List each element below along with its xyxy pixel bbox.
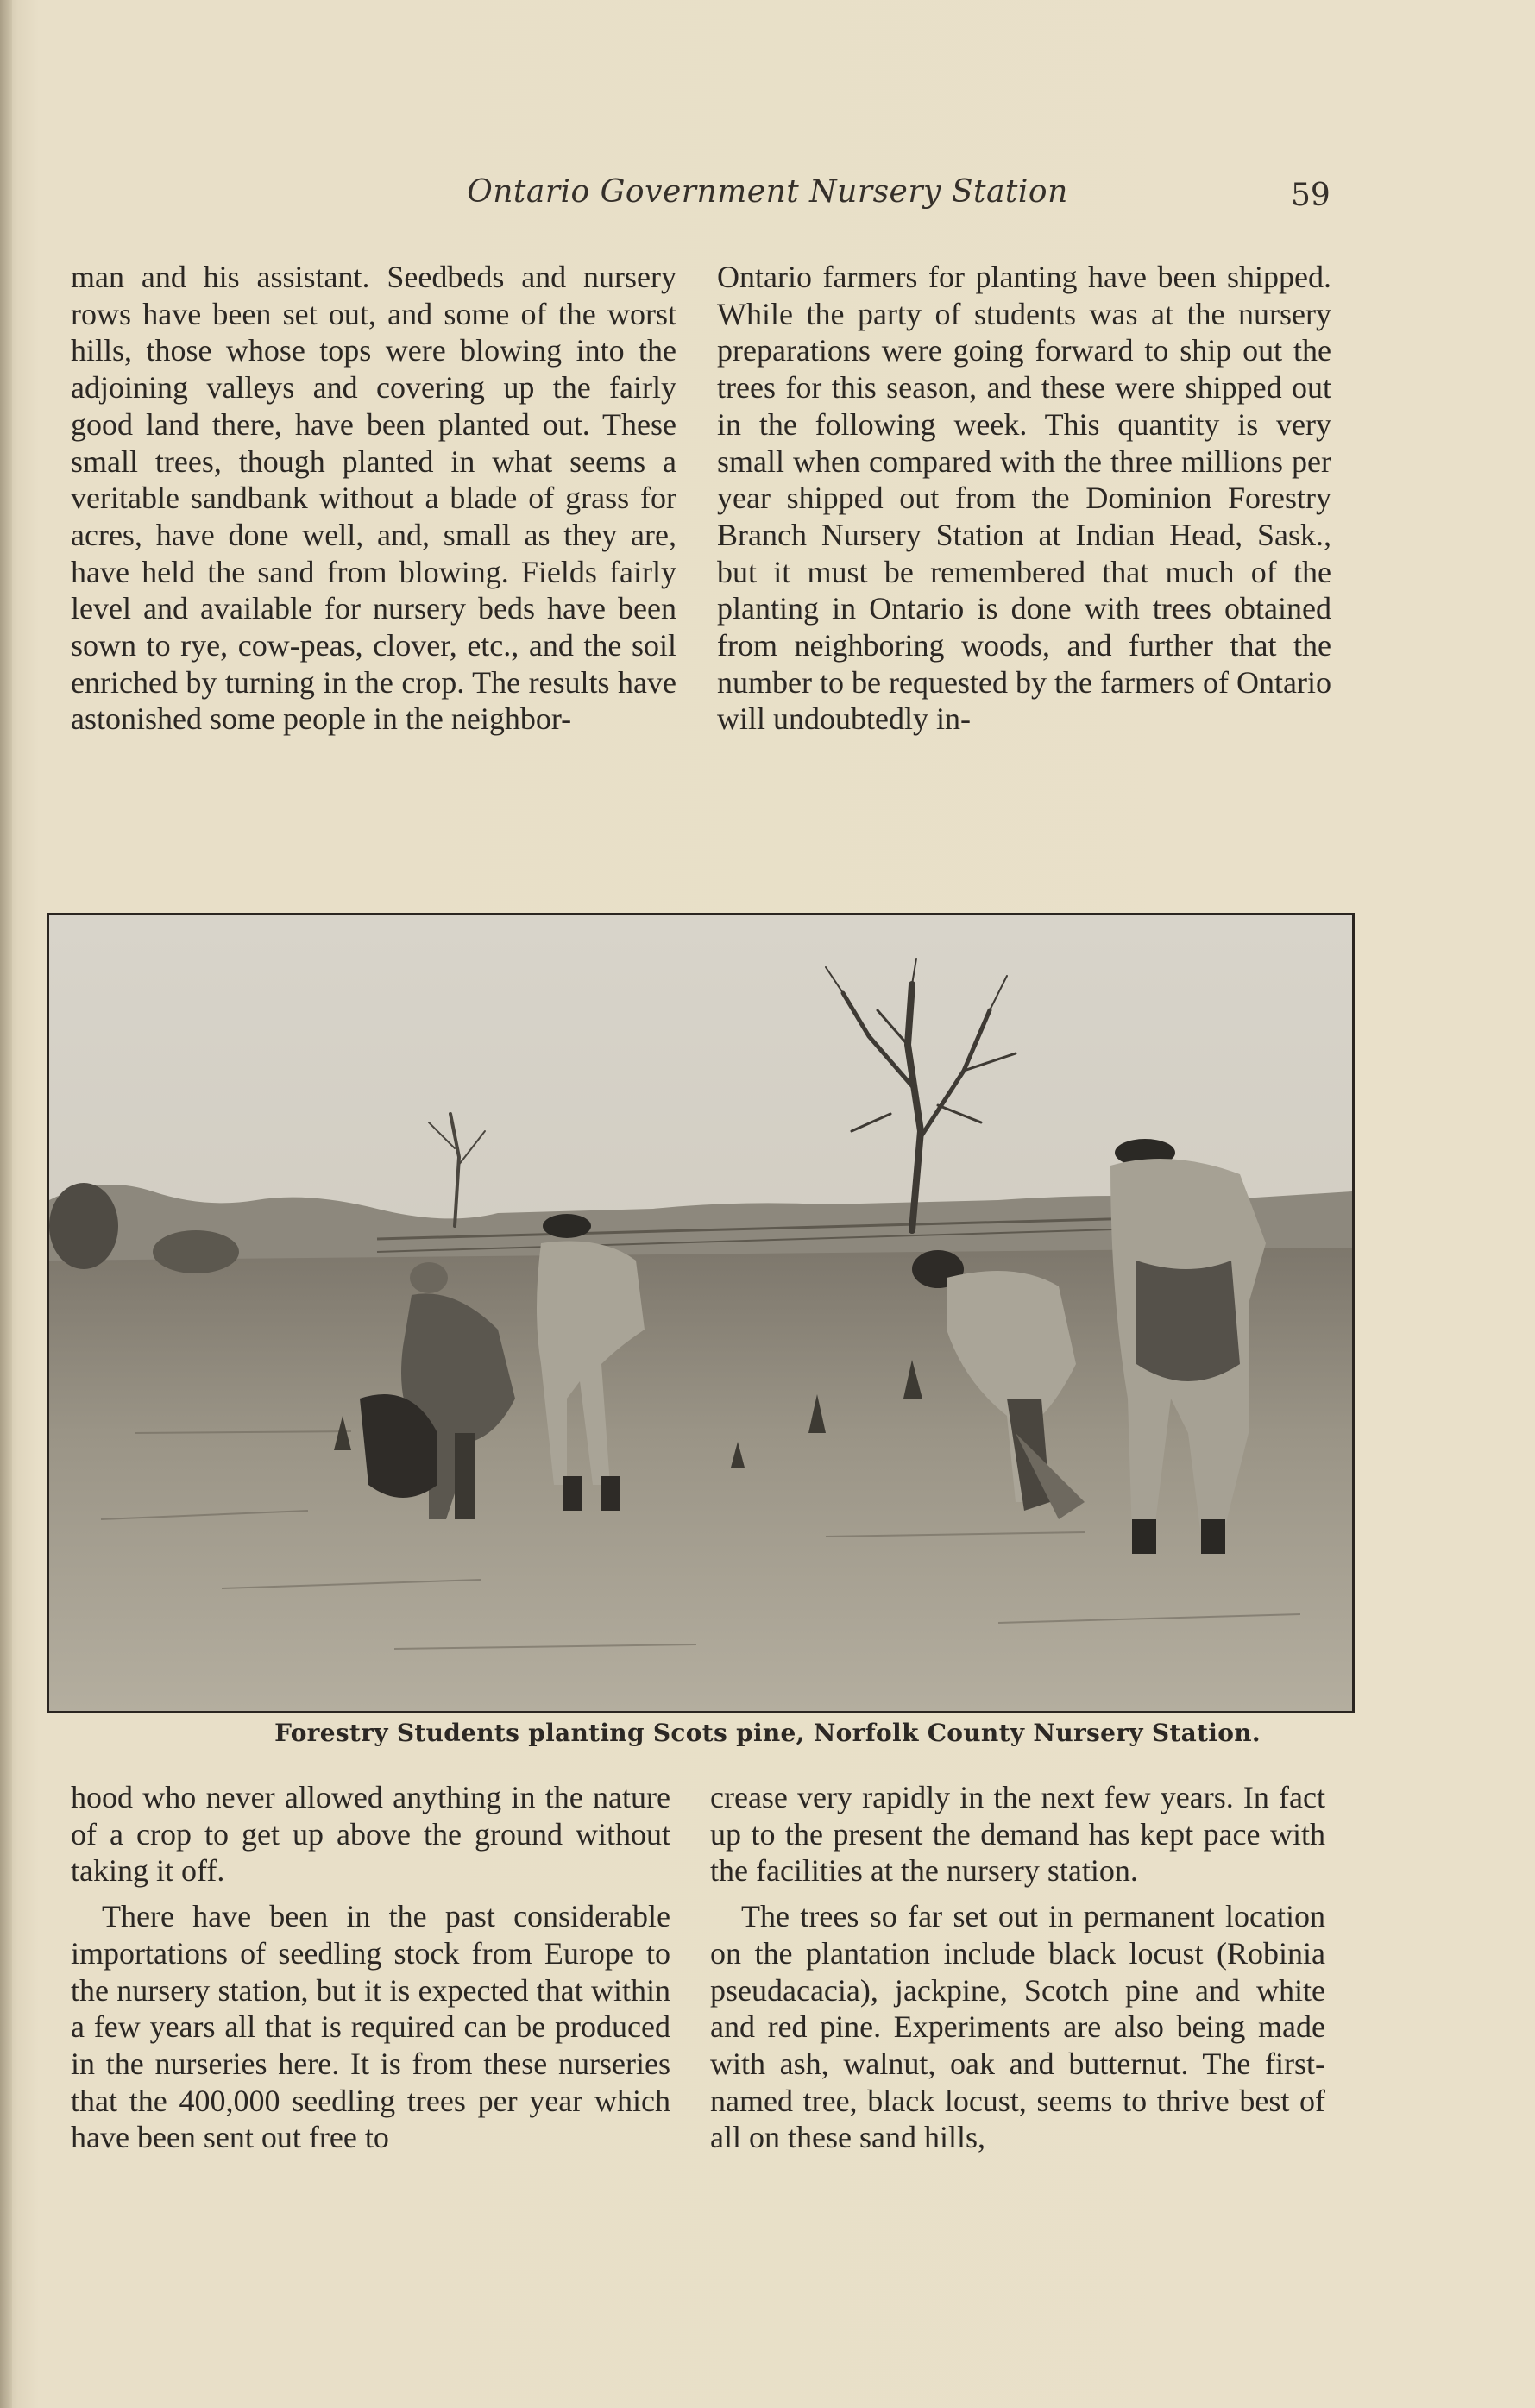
text-column-top-left	[71, 259, 676, 738]
paragraph: There have been in the past considerable importations of seedling stock from Europe to the nursery station, but it is expected that within a few years all that is required can be produced in the nurseries here. It is from these nurseries that the 400,000 seedling trees per year which have been sent out free to	[71, 1899, 670, 2155]
paragraph: hood who never allowed anything in the nature of a crop to get up above the ground without taking it off.	[71, 1780, 670, 1889]
running-header: Ontario Government Nursery Station	[467, 174, 1068, 210]
figure-caption: Forestry Students planting Scots pine, Norfolk County Nursery Station.	[274, 1719, 1261, 1747]
paragraph: man and his assistant. Seedbeds and nursery rows have been set out, and some of the worst hills, those whose tops were blowing into the adjoining valleys and covering up the fairly good land there, have been planted out. These small trees, though planted in what seems a veritable sandbank without a blade of grass for acres, have done well, and, small as they are, have held the sand from blowing. Fields fairly level and available for nursery beds have been sown to rye, cow-peas, clover, etc., and the soil enriched by turning in the crop. The results have astonished some people in the neighbor-	[71, 260, 676, 737]
text-column-top-right	[717, 259, 1331, 738]
paragraph: crease very rapidly in the next few years. In fact up to the present the demand has kept pace with the facilities at the nursery station.	[710, 1780, 1325, 1889]
book-spine-shadow	[0, 0, 12, 2408]
paragraph: Ontario farmers for planting have been shipped. While the party of students was at the nursery preparations were going forward to ship out the trees for this season, and these were shipped out in the following week. This quantity is very small when compared with the three millions per year shipped out from the Dominion Forestry Branch Nursery Station at Indian Head, Sask., but it must be remembered that much of the planting in Ontario is done with trees obtained from neighboring woods, and further that the number to be requested by the farmers of Ontario will undoubtedly in-	[717, 260, 1331, 737]
photograph-students-planting	[47, 913, 1355, 1713]
text-column-bottom-left	[71, 1779, 670, 2156]
text-column-bottom-right	[710, 1779, 1325, 2156]
paragraph: The trees so far set out in permanent location on the plantation include black locust (Robinia pseudacacia), jackpine, Scotch pine and white and red pine. Experiments are also being made with ash, walnut, oak and butternut. The first-named tree, black locust, seems to thrive best of all on these sand hills,	[710, 1899, 1325, 2155]
page-number: 59	[1291, 178, 1331, 213]
